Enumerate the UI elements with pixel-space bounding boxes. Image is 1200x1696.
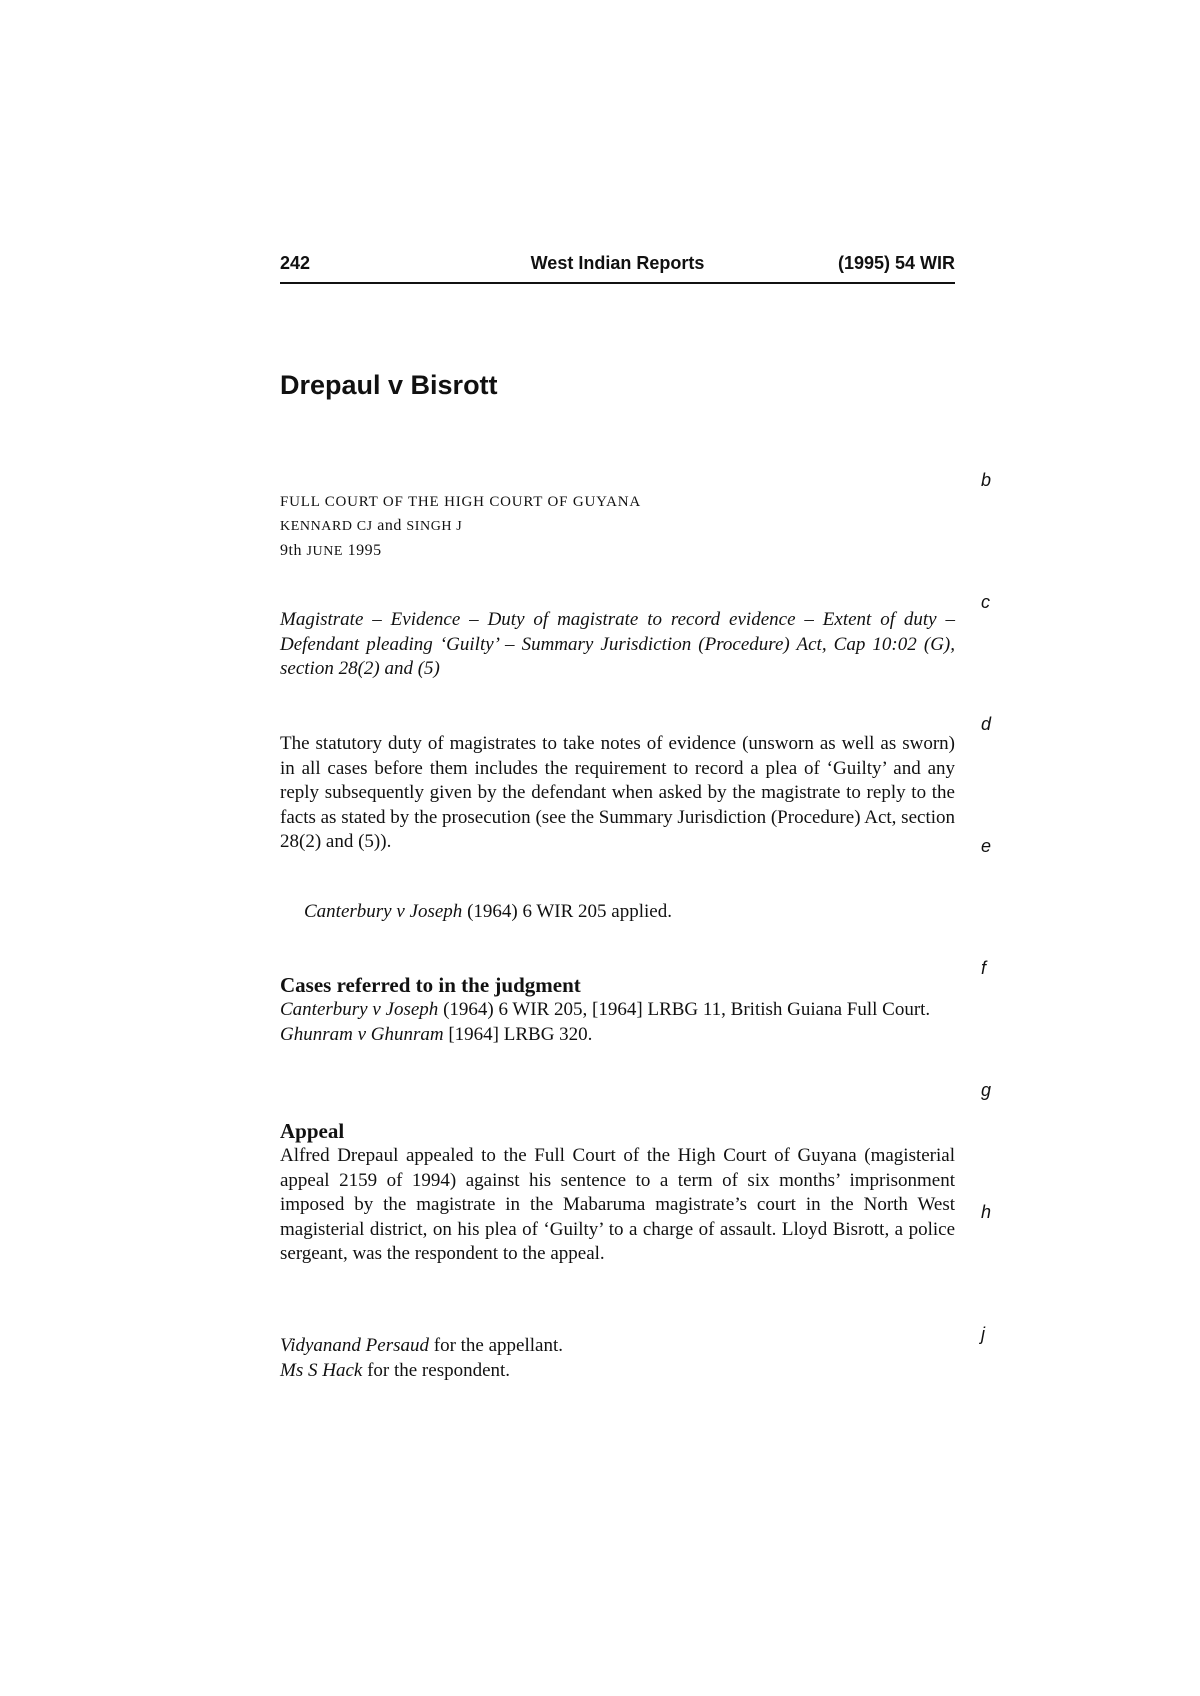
appeal-heading: Appeal — [280, 1119, 345, 1143]
applied-case: Canterbury v Joseph (1964) 6 WIR 205 applied. — [304, 901, 672, 922]
counsel-list — [280, 1334, 955, 1383]
margin-letter-d: d — [981, 714, 992, 734]
list-item: Canterbury v Joseph (1964) 6 WIR 205, [1964] LRBG 11, British Guiana Full Court. — [280, 999, 931, 1020]
cases-referred-heading: Cases referred to in the judgment — [280, 973, 581, 997]
court-name: FULL COURT OF THE HIGH COURT OF GUYANA — [280, 494, 641, 510]
counsel-respondent: Ms S Hack for the respondent. — [280, 1359, 511, 1381]
margin-letter-j: j — [981, 1324, 985, 1344]
running-header — [280, 252, 955, 284]
holding-paragraph: The statutory duty of magistrates to take notes of evidence (unsworn as well as sworn) in all cases before them includes the requirement to record a plea of ‘Guilty’ and any reply subsequently given by the defendant when asked by the magistrate to reply to the facts as stated by the prosecution (see the Summary Jurisdiction (Procedure) Act, section 28(2) and (5)). — [280, 733, 955, 852]
page-number: 242 — [280, 253, 311, 273]
list-item: Ghunram v Ghunram [1964] LRBG 320. — [280, 1023, 593, 1045]
applied-case-name: Canterbury v Joseph — [304, 901, 463, 922]
margin-letter-b: b — [981, 470, 992, 490]
catchwords: Magistrate – Evidence – Duty of magistrate to record evidence – Extent of duty – Defendant pleading ‘Guilty’ – Summary Jurisdiction (Procedure) Act, Cap 10:02 (G), section 28(2) and (5) — [280, 609, 955, 679]
decision-date: 9th JUNE 1995 — [280, 542, 382, 559]
margin-letter-c: c — [981, 592, 990, 612]
cases-referred-list — [280, 998, 955, 1047]
publication-title: West Indian Reports — [530, 253, 705, 273]
margin-letter-h: h — [981, 1202, 992, 1222]
volume-citation: (1995) 54 WIR — [837, 253, 955, 273]
case-title: Drepaul v Bisrott — [280, 370, 498, 400]
judges: KENNARD CJ and SINGH J — [280, 517, 463, 534]
margin-letter-f: f — [981, 958, 987, 978]
margin-letter-e: e — [981, 836, 992, 856]
margin-letter-g: g — [981, 1080, 992, 1100]
counsel-appellant: Vidyanand Persaud for the appellant. — [280, 1335, 564, 1356]
appeal-paragraph: Alfred Drepaul appealed to the Full Court of the High Court of Guyana (magisterial appeal 2159 of 1994) against his sentence to a term of six months’ imprisonment imposed by the magistrate in the Mabaruma magistrate’s court in the North West magisterial district, on his plea of ‘Guilty’ to a charge of assault. Lloyd Bisrott, a police sergeant, was the respondent to the appeal. — [280, 1145, 955, 1264]
court-details — [280, 490, 955, 564]
